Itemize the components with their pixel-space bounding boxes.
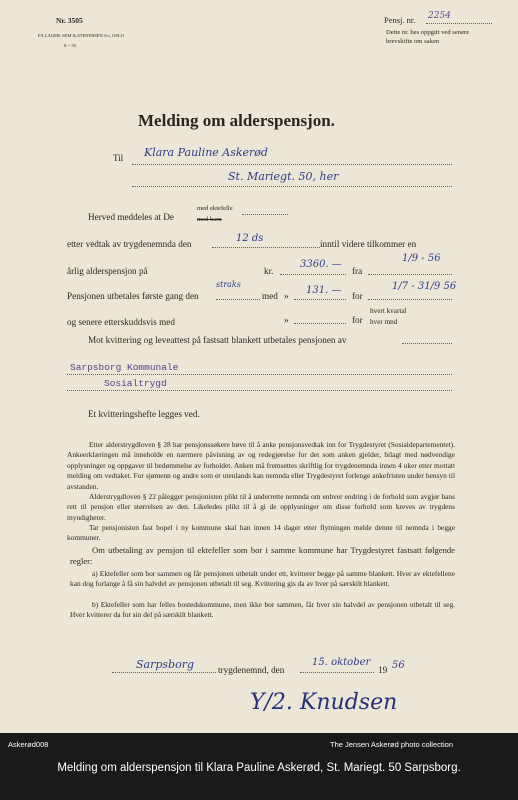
caption-id: Askerød008 xyxy=(8,740,49,749)
hver-mnd: hver mnd xyxy=(370,318,398,326)
kvittering-text: Mot kvittering og leveattest på fastsatt blankett utbetales pensjonen av xyxy=(88,335,347,345)
payer-dots-1 xyxy=(67,374,452,375)
payer-dots-2 xyxy=(67,390,452,391)
first-amount-dots xyxy=(294,299,346,300)
footer-date: 15. oktober xyxy=(312,657,371,668)
fra-date: 1/9 - 56 xyxy=(402,253,441,264)
printer-date: 8 -- 55. xyxy=(64,43,78,48)
pensj-note-1: Dette nr. bes oppgitt ved senere xyxy=(386,29,470,36)
vedtak-date: 12 ds xyxy=(236,233,264,244)
legal-paragraph-bopel: Tar pensjonisten fast bopel i ny kommune skal han innen 14 dager etter flytningen melde denne til nemnda i begge kommuner. xyxy=(67,523,455,543)
address-dots xyxy=(132,186,452,187)
for-label: for xyxy=(352,291,363,301)
footer-year: 56 xyxy=(392,660,405,671)
printer-line: PÅ LAGER: SEM & STENERSEN A/s, OSLO xyxy=(38,33,124,38)
signature: Y/2. Knudsen xyxy=(250,690,398,715)
vedtak-dots xyxy=(212,247,320,248)
herved-text: Herved meddeles at De xyxy=(88,212,174,222)
legal-paragraph-endring: Alderstrygdloven § 22 pålegger pensjonisten plikt til å underrette nemnda om enhver endring i de forhold som avgjør hans rett til pensjon eller størrelsen av den. Likeledes plikt til å gi de opplysninger om disse forhold som kreves av trygdens myndigheter. xyxy=(67,492,455,522)
pensj-dots xyxy=(426,23,492,24)
forste-straks: straks xyxy=(216,280,241,289)
first-period: 1/7 - 31/9 56 xyxy=(392,281,457,292)
kr-label: kr. xyxy=(264,266,274,276)
til-label: Til xyxy=(113,153,124,163)
date-dots xyxy=(300,672,374,673)
caption-description: Melding om alderspensjon til Klara Pauline Askerød, St. Mariegt. 50 Sarpsborg. xyxy=(57,762,461,774)
etterskudd-for: for xyxy=(352,315,363,325)
fra-label: fra xyxy=(352,266,363,276)
etterskudd-text: og senere etterskuddsvis med xyxy=(67,317,175,327)
caption-collection: The Jensen Askerød photo collection xyxy=(330,740,453,749)
recipient-address: St. Mariegt. 50, her xyxy=(228,170,339,183)
fra-dots xyxy=(368,274,452,275)
legal-paragraph-anke: Etter alderstrygdloven § 28 har pensjonssøkere høve til å anke pensjonsvedtak inn for Trygdestyret (Sosialdepartementet). Ankeerklæringen må inneholde en nærmere påvisning av og redegjørelse for det som anken gjelder, bilagt med nødvendige opplysninger og oppgaver til bedømmelse av forholdet. Anken må fremsettes skriftlig for trygdenemnda innen 4 uker etter mottatt melding om vedtaket. For sjømenn og andre som er utenlands kan nemnda eller Trygdestyret forlenge ankefristen under hensyn til avstanden. xyxy=(67,440,455,491)
payer-line-1: Sarpsborg Kommunale xyxy=(70,362,179,373)
herved-dots xyxy=(242,214,288,215)
form-number: Nr. 3505 xyxy=(56,16,83,25)
forste-dots xyxy=(216,299,260,300)
med-label: med xyxy=(262,291,278,301)
vedtak-text: etter vedtak av trygdenemnda den xyxy=(67,239,192,249)
kvitteringshefte-text: Et kvitteringshefte legges ved. xyxy=(88,409,200,419)
trygdenemnd-label: trygdenemnd, den xyxy=(218,665,285,675)
recipient-name: Klara Pauline Askerød xyxy=(144,146,268,159)
amount-dots xyxy=(280,274,346,275)
period-dots xyxy=(368,299,452,300)
spouse-rule-a: a) Ektefeller som bor sammen og får pensjonen utbetalt under ett, kvitterer begge på samme blankett. Hver av ektefellene kan dog forlange å få sin halvdel av pensjonen utbetalt til seg. Kvittering gis da av hver på særskilt blankett. xyxy=(70,569,455,589)
place-dots xyxy=(112,672,216,673)
med-barn-struck: med barn xyxy=(197,216,222,223)
footer-place: Sarpsborg xyxy=(136,658,195,671)
spouse-intro: Om utbetaling av pensjon til ektefeller som bor i samme kommune har Trygdestyret fastsatt følgende regler: xyxy=(70,545,455,566)
vedtak-suffix: inntil videre tilkommer en xyxy=(320,239,417,249)
kvittering-dots xyxy=(402,343,452,344)
kr-sign: » xyxy=(284,291,289,301)
etterskudd-sign: » xyxy=(284,315,289,325)
page-title: Melding om alderspensjon. xyxy=(138,111,335,130)
first-amount: 131. — xyxy=(306,285,342,296)
pensj-number: 2254 xyxy=(428,11,451,21)
spouse-rule-b: b) Ektefeller som har felles bostedskommune, men ikke bor sammen, får hver sin halvdel av pensjonen utbetalt til seg. Hver kvitterer da for sin del på særskilt blankett. xyxy=(70,600,455,620)
pension-amount: 3360. — xyxy=(300,259,342,270)
recipient-dots xyxy=(132,164,452,165)
forste-text: Pensjonen utbetales første gang den xyxy=(67,291,199,301)
med-ektefelle: med ektefelle xyxy=(197,205,233,212)
etterskudd-dots xyxy=(294,323,346,324)
hvert-kvartal: hvert kvartal xyxy=(370,307,407,315)
pensj-label: Pensj. nr. xyxy=(384,15,416,25)
year-prefix: 19 xyxy=(378,665,388,675)
arlig-text: årlig alderspensjon på xyxy=(67,266,148,276)
pensj-note-2: brevskifte om saken xyxy=(386,38,440,45)
payer-line-2: Sosialtrygd xyxy=(104,378,167,389)
